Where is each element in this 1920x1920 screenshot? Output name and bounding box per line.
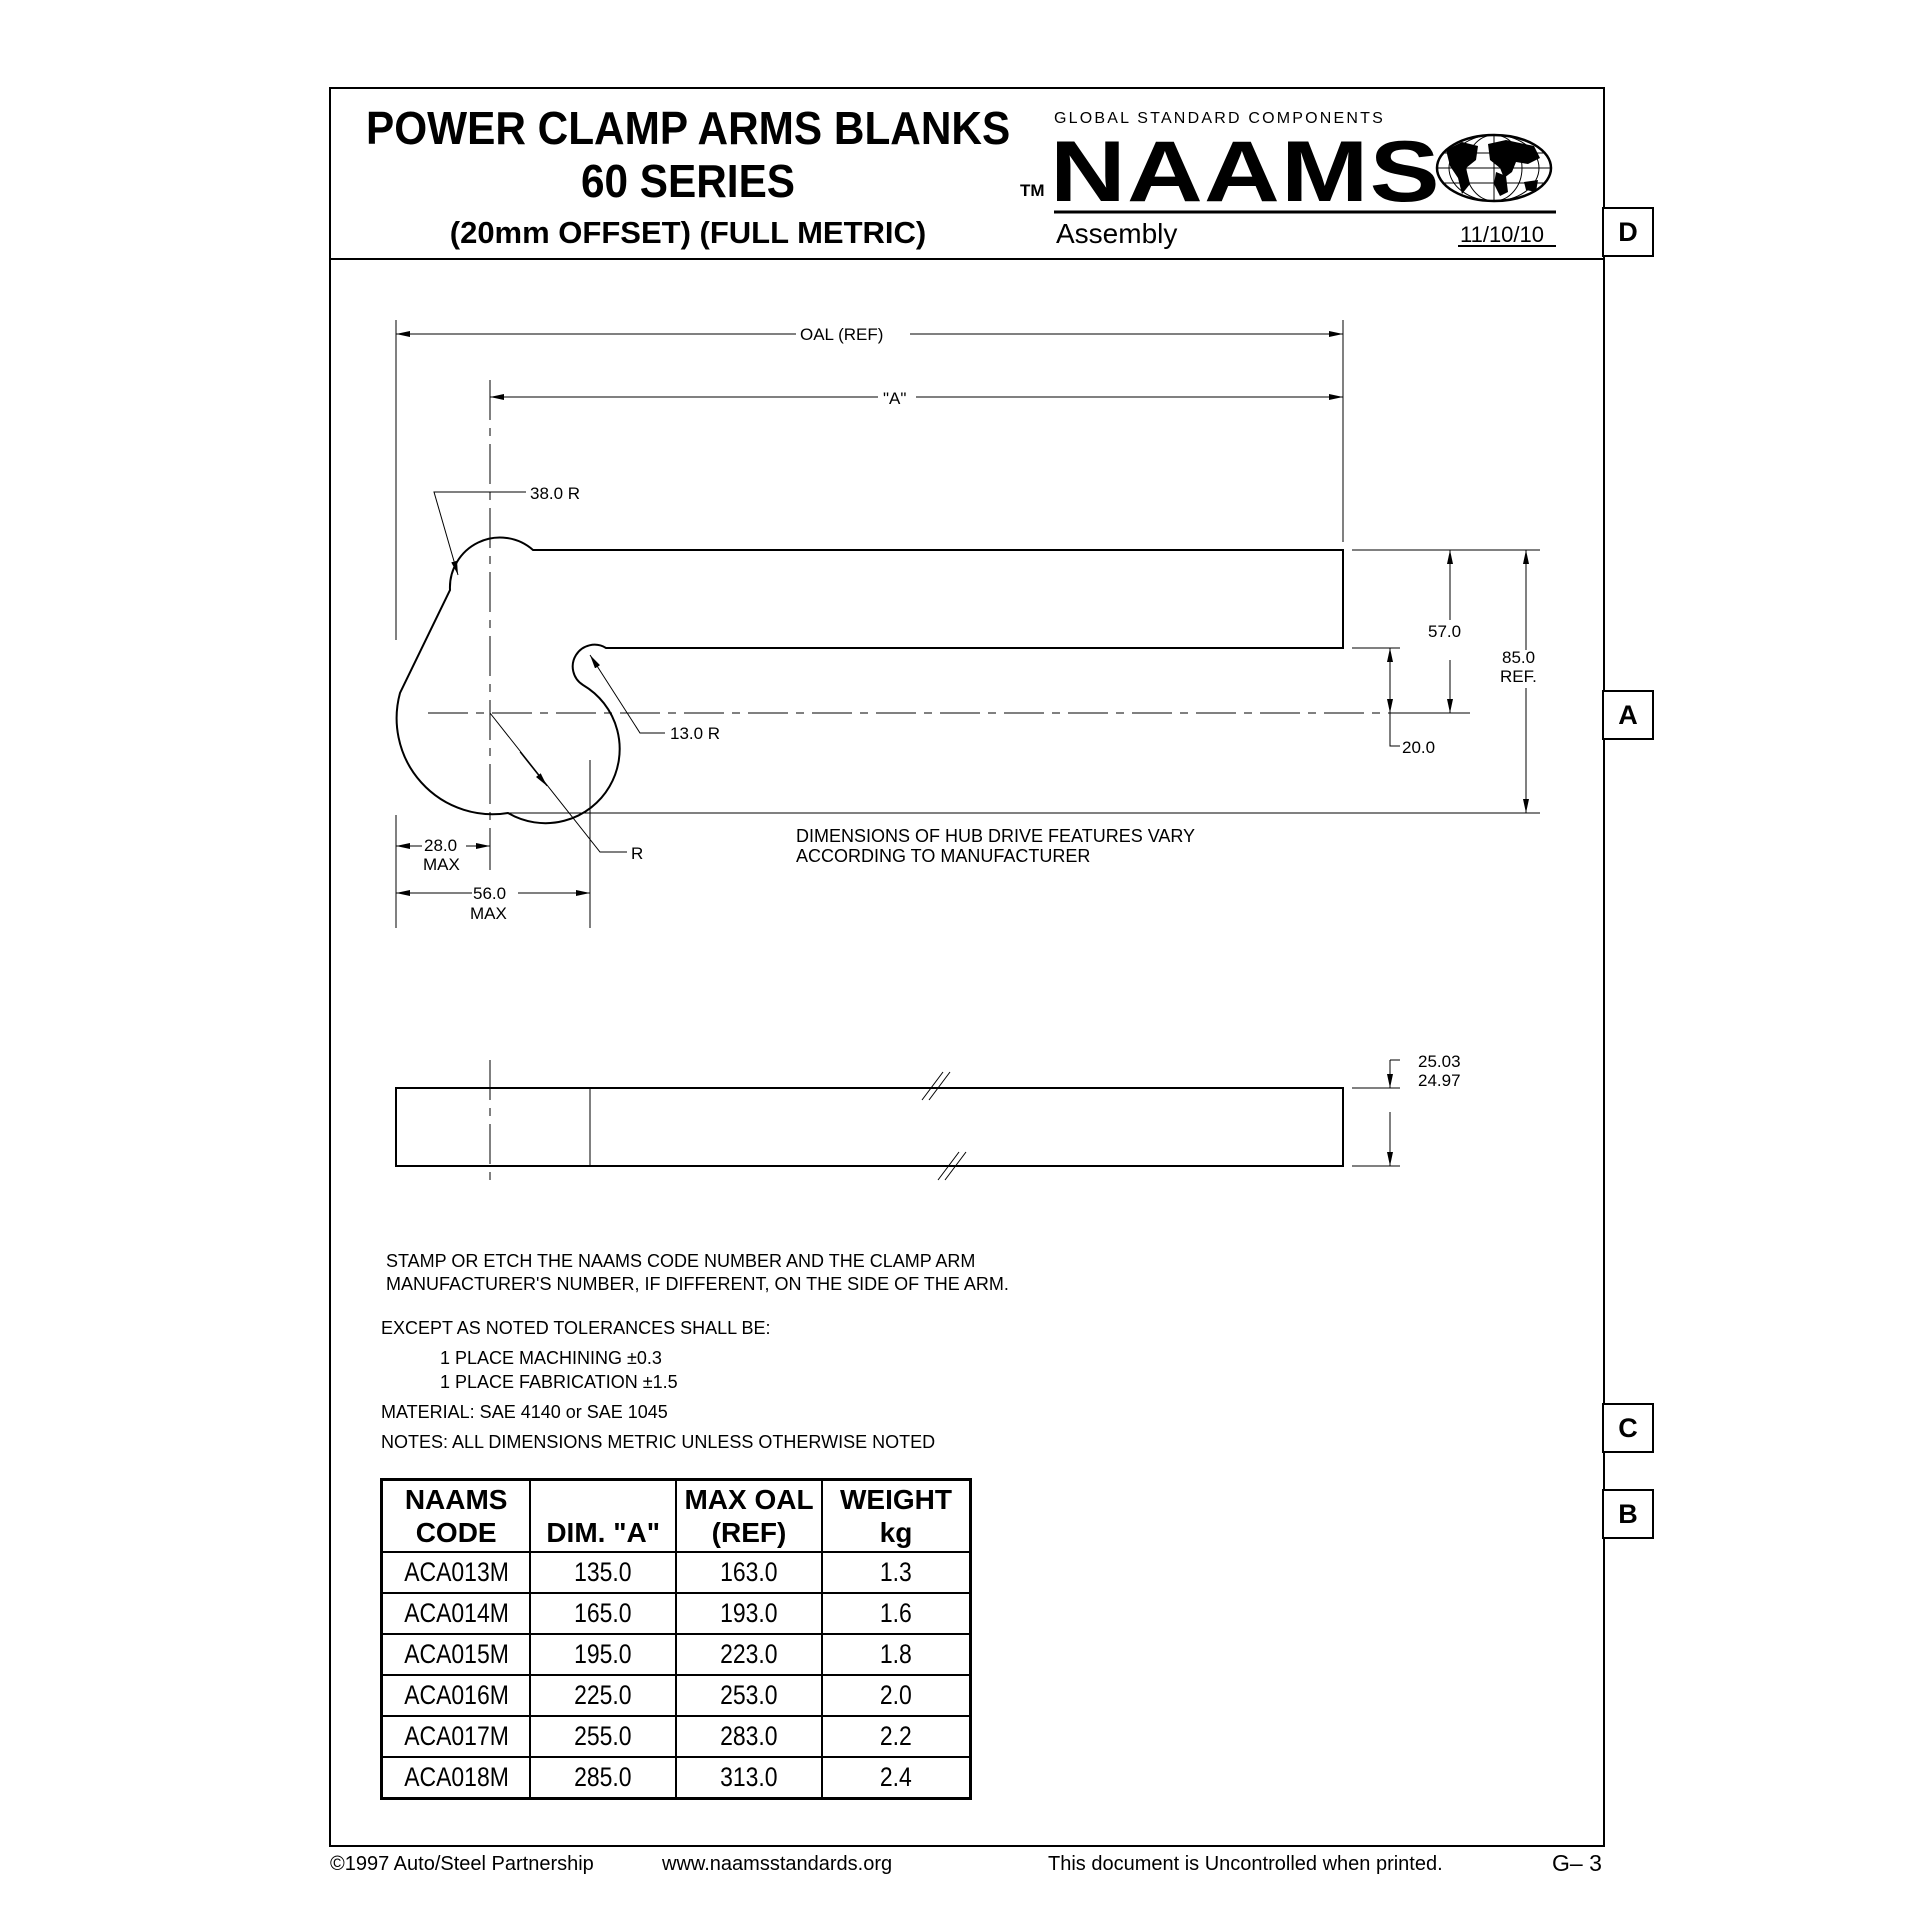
cell-dim-a: 285.0 — [530, 1757, 676, 1799]
header-weight: WEIGHT kg — [822, 1480, 971, 1553]
cell-weight: 2.0 — [822, 1675, 971, 1716]
cell-max-oal: 313.0 — [676, 1757, 822, 1799]
dimension-lines — [396, 334, 1526, 893]
cell-max-oal: 253.0 — [676, 1675, 822, 1716]
cell-weight: 2.2 — [822, 1716, 971, 1757]
table-row — [382, 1675, 971, 1716]
tolerance-machining: 1 PLACE MACHINING ±0.3 — [440, 1348, 662, 1368]
table-row — [382, 1593, 971, 1634]
oal-label: OAL (REF) — [800, 325, 884, 344]
material-note: MATERIAL: SAE 4140 or SAE 1045 — [381, 1402, 668, 1422]
header-dim-a: DIM. "A" — [530, 1480, 676, 1553]
cell-dim-a: 195.0 — [530, 1634, 676, 1675]
title-line-1: POWER CLAMP ARMS BLANKS — [366, 102, 1011, 154]
dim-57-label: 57.0 — [1428, 622, 1462, 641]
radius-38-label: 38.0 R — [530, 484, 581, 503]
tolerance-heading: EXCEPT AS NOTED TOLERANCES SHALL BE: — [381, 1318, 771, 1338]
code-table — [380, 1478, 972, 1800]
section-label: Assembly — [1056, 218, 1178, 249]
dim-85-label: 85.0 — [1502, 648, 1536, 667]
hub-note-line-2: ACCORDING TO MANUFACTURER — [796, 846, 1091, 866]
table-row — [382, 1757, 971, 1799]
cell-max-oal: 193.0 — [676, 1593, 822, 1634]
subtitle: (20mm OFFSET) (FULL METRIC) — [449, 215, 927, 250]
radius-13-label: 13.0 R — [670, 724, 721, 743]
cell-code: ACA017M — [382, 1716, 531, 1757]
dim-a-label: "A" — [883, 389, 907, 408]
cell-max-oal: 163.0 — [676, 1552, 822, 1593]
arm-side-view — [396, 1088, 1343, 1166]
stamp-note-line-2: MANUFACTURER'S NUMBER, IF DIFFERENT, ON THE SIDE OF THE ARM. — [386, 1274, 1009, 1294]
cell-code: ACA016M — [382, 1675, 531, 1716]
uncontrolled-disclaimer: This document is Uncontrolled when printed. — [1048, 1853, 1443, 1875]
table-row — [382, 1552, 971, 1593]
thickness-upper-label: 25.03 — [1418, 1052, 1461, 1071]
brand-tagline: GLOBAL STANDARD COMPONENTS — [1054, 110, 1386, 127]
cell-max-oal: 223.0 — [676, 1634, 822, 1675]
zone-marker-b: B — [1602, 1489, 1654, 1539]
tolerance-fabrication: 1 PLACE FABRICATION ±1.5 — [440, 1372, 678, 1392]
side-view-details — [490, 1060, 1400, 1188]
hub-note-line-1: DIMENSIONS OF HUB DRIVE FEATURES VARY — [796, 826, 1196, 846]
cell-dim-a: 165.0 — [530, 1593, 676, 1634]
cell-weight: 1.3 — [822, 1552, 971, 1593]
header-max-oal: MAX OAL (REF) — [676, 1480, 822, 1553]
thickness-lower-label: 24.97 — [1418, 1071, 1461, 1090]
table-header-row — [382, 1480, 971, 1553]
cell-code: ACA014M — [382, 1593, 531, 1634]
stamp-note-line-1: STAMP OR ETCH THE NAAMS CODE NUMBER AND THE CLAMP ARM — [386, 1251, 976, 1271]
dim-28-label: 28.0 — [424, 836, 458, 855]
cell-code: ACA013M — [382, 1552, 531, 1593]
page-number: G– 3 — [1552, 1850, 1602, 1876]
general-note: NOTES: ALL DIMENSIONS METRIC UNLESS OTHERWISE NOTED — [381, 1432, 936, 1452]
cell-weight: 1.6 — [822, 1593, 971, 1634]
arm-top-view — [397, 538, 1343, 824]
title-line-2: 60 SERIES — [580, 155, 796, 207]
cell-code: ACA015M — [382, 1634, 531, 1675]
copyright-text: ©1997 Auto/Steel Partnership — [330, 1853, 594, 1875]
zone-marker-d: D — [1602, 207, 1654, 257]
hub-radius-label: R — [631, 844, 644, 863]
dim-56-max-label: MAX — [470, 904, 507, 923]
cell-dim-a: 225.0 — [530, 1675, 676, 1716]
cell-max-oal: 283.0 — [676, 1716, 822, 1757]
center-lines — [428, 380, 1470, 850]
table-row — [382, 1716, 971, 1757]
cell-code: ACA018M — [382, 1757, 531, 1799]
cell-weight: 1.8 — [822, 1634, 971, 1675]
revision-date: 11/10/10 — [1460, 222, 1545, 247]
table-row — [382, 1634, 971, 1675]
zone-marker-c: C — [1602, 1403, 1654, 1453]
website-link[interactable]: www.naamsstandards.org — [662, 1853, 893, 1875]
dim-56-label: 56.0 — [473, 884, 507, 903]
globe-icon — [1437, 135, 1551, 201]
cell-weight: 2.4 — [822, 1757, 971, 1799]
trademark-mark: TM — [1020, 181, 1045, 200]
dim-20-label: 20.0 — [1402, 738, 1436, 757]
dim-85-ref-label: REF. — [1500, 667, 1537, 686]
cell-dim-a: 135.0 — [530, 1552, 676, 1593]
zone-marker-a: A — [1602, 690, 1654, 740]
brand-logo-text: NAAMS — [1050, 124, 1441, 220]
dim-28-max-label: MAX — [423, 855, 460, 874]
cell-dim-a: 255.0 — [530, 1716, 676, 1757]
header-naams-code: NAAMS CODE — [382, 1480, 531, 1553]
